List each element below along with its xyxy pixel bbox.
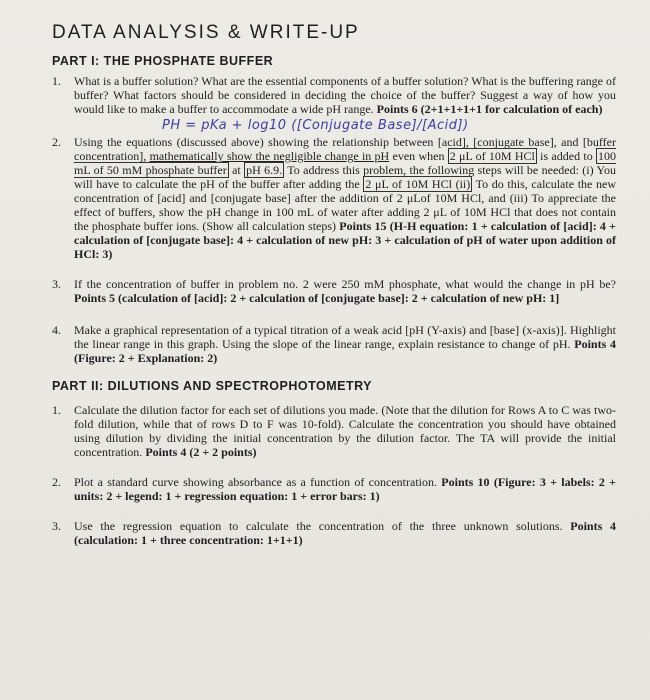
question-points: Points 10 (Figure: 3 + labels: 2 + units: 2 + legend: 1 + regression equation: 1 + error bars: 1) xyxy=(74,475,616,503)
underlined-text: mathematically show the negligible change in pH xyxy=(149,149,390,163)
question-points: Points 4 (Figure: 2 + Explanation: 2) xyxy=(74,337,616,365)
question-number: 4. xyxy=(52,323,61,337)
question-text: To address this problem, the following steps will be needed: (i) You will have to calculate the pH of the buffer after adding the xyxy=(74,163,616,191)
boxed-annotation: 100 mL of 50 mM phosphate buffer xyxy=(74,149,616,177)
question-text: Calculate the dilution factor for each set of dilutions you made. (Note that the dilution for Rows A to C was two-fold dilution, while that of rows D to F was 10-fold). Calculate the concentration you should have obtained using dilution by dividing the initial concentration by the dilution factor. The TA will provide the initial concentration. xyxy=(74,403,616,459)
question-4 xyxy=(52,323,616,365)
question-number: 2. xyxy=(52,135,61,149)
part1-heading: PART I: THE PHOSPHATE BUFFER xyxy=(52,54,274,68)
question-text: What is a buffer solution? What are the essential components of a buffer solution? What is the buffering range of buffer? What factors should be considered in deciding the choice of the buffer? Suggest a way of how you would like to make a buffer to accommodate a wide pH range. xyxy=(74,74,616,116)
part2-question-1 xyxy=(52,403,616,459)
question-text: at xyxy=(228,163,245,177)
question-points: Points 5 (calculation of [acid]: 2 + calculation of [conjugate base]: 2 + calculation of new pH: 1] xyxy=(74,291,560,305)
boxed-annotation: 2 μL of 10M HCl xyxy=(449,149,535,163)
question-points: Points 6 (2+1+1+1+1 for calculation of each) xyxy=(376,102,603,116)
question-number: 3. xyxy=(52,519,61,533)
question-text: To do this, calculate the new concentration of [acid] and [conjugate base] after the addition of 2 μLof 10M HCl, and (iii) To appreciate the effect of buffers, show the pH change in 100 mL of water after adding 2 μL of 10M HCl that does not contain the phosphate buffer ions. (Show all calculation steps) xyxy=(74,177,616,233)
question-number: 1. xyxy=(52,403,61,417)
part2-question-3 xyxy=(52,519,616,547)
question-text: Plot a standard curve showing absorbance as a function of concentration. xyxy=(74,475,437,489)
boxed-annotation: pH 6.9. xyxy=(246,163,283,177)
question-number: 3. xyxy=(52,277,61,291)
page-title: DATA ANALYSIS & WRITE-UP xyxy=(52,22,360,43)
question-1 xyxy=(52,74,616,116)
question-number: 2. xyxy=(52,475,61,489)
question-text: even when xyxy=(389,149,448,163)
question-2 xyxy=(52,135,616,261)
part2-question-2 xyxy=(52,475,616,503)
question-points: Points 4 (2 + 2 points) xyxy=(145,445,257,459)
question-number: 1. xyxy=(52,74,61,88)
question-points: Points 15 (H-H equation: 1 + calculation of [acid]: 4 + calculation of [conjugate base]: 4 + calculation of new pH: 3 + calculation of pH of water upon addition of HCl: 3) xyxy=(74,219,616,261)
question-3 xyxy=(52,277,616,305)
handwritten-equation: PH = pKa + log10 ([Conjugate Base]/[Acid]) xyxy=(162,118,469,133)
question-text: If the concentration of buffer in problem no. 2 were 250 mM phosphate, what would the change in pH be? xyxy=(74,277,616,291)
question-text: Make a graphical representation of a typical titration of a weak acid [pH (Y-axis) and [base] (x-axis)]. Highlight the linear range in this graph. Using the slope of the linear range, explain resistance to change of pH. xyxy=(74,323,616,351)
question-text: Using the equations (discussed above) showing the relationship between [acid], [conjugate base], and [buffer concentration], xyxy=(74,135,616,163)
boxed-annotation: 2 μL of 10M HCl (ii) xyxy=(365,177,471,191)
part2-heading: PART II: DILUTIONS AND SPECTROPHOTOMETRY xyxy=(52,379,373,393)
question-text: is added to xyxy=(536,149,596,163)
question-text: Use the regression equation to calculate the concentration of the three unknown solutions. xyxy=(74,519,563,533)
question-points: Points 4 (calculation: 1 + three concentration: 1+1+1) xyxy=(74,519,616,547)
